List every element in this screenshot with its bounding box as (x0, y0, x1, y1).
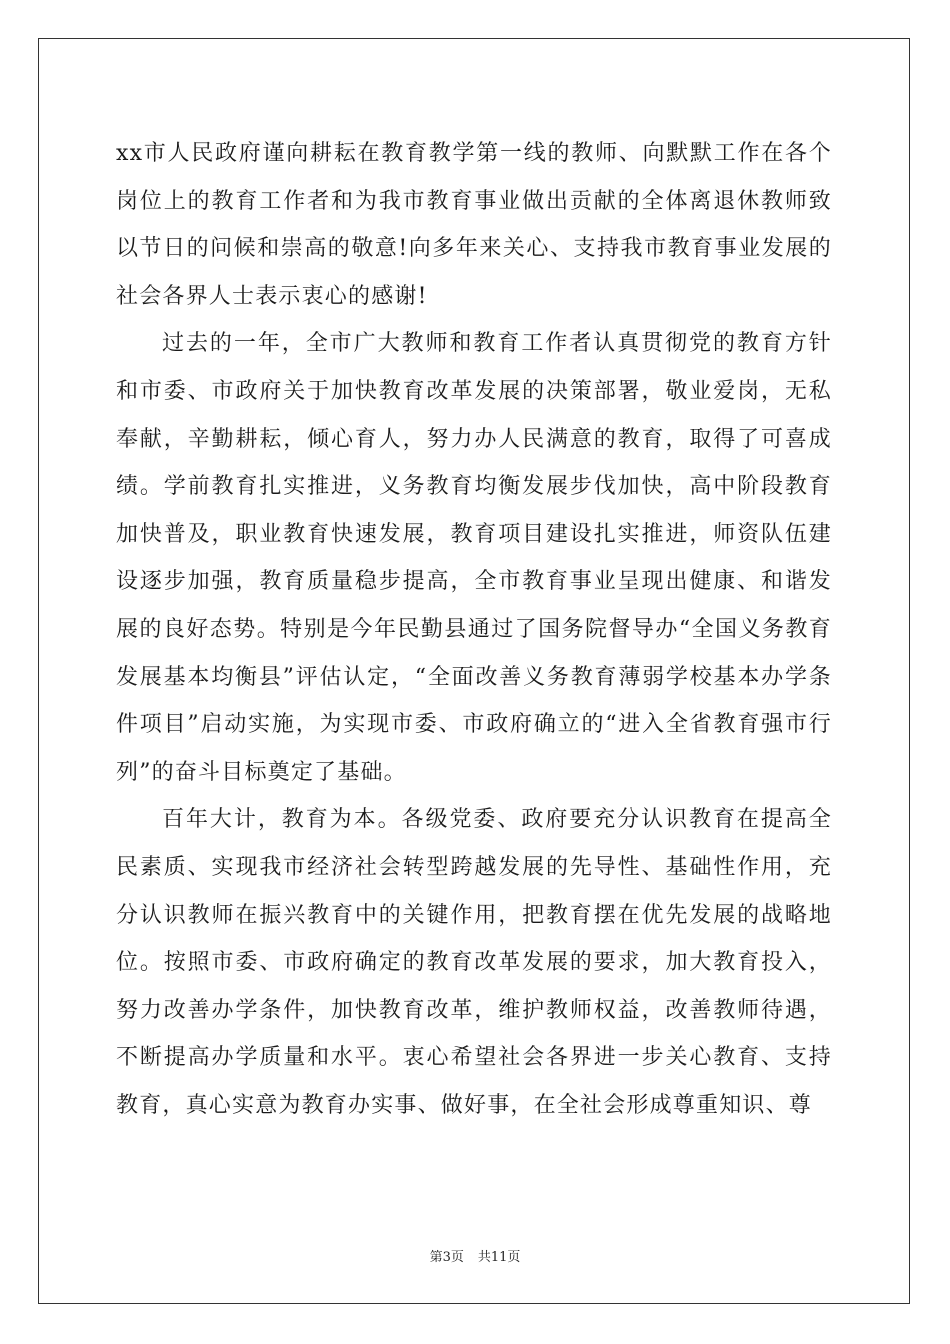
page-number: 第3页 (429, 1250, 464, 1265)
paragraph-3: 百年大计，教育为本。各级党委、政府要充分认识教育在提高全民素质、实现我市经济社会转型跨越发展的先导性、基础性作用，充分认识教师在振兴教育中的关键作用，把教育摆在优先发展的战略地位。按照市委、市政府确定的教育改革发展的要求，加大教育投入，努力改善办学条件，加快教育改革，维护教师权益，改善教师待遇，不断提高办学质量和水平。衷心希望社会各界进一步关心教育、支持教育，真心实意为教育办实事、做好事，在全社会形成尊重知识、尊 (116, 807, 832, 1118)
document-body (116, 130, 832, 1129)
page-footer (0, 1246, 950, 1265)
paragraph-2: 过去的一年，全市广大教师和教育工作者认真贯彻党的教育方针和市委、市政府关于加快教育改革发展的决策部署，敬业爱岗，无私奉献，辛勤耕耘，倾心育人，努力办人民满意的教育，取得了可喜成绩。学前教育扎实推进，义务教育均衡发展步伐加快，高中阶段教育加快普及，职业教育快速发展，教育项目建设扎实推进，师资队伍建设逐步加强，教育质量稳步提高，全市教育事业呈现出健康、和谐发展的良好态势。特别是今年民勤县通过了国务院督导办“全国义务教育发展基本均衡县”评估认定，“全面改善义务教育薄弱学校基本办学条件项目”启动实施，为实现市委、市政府确立的“进入全省教育强市行列”的奋斗目标奠定了基础。 (116, 331, 832, 785)
page-total: 共11页 (477, 1250, 521, 1265)
paragraph-1: xx市人民政府谨向耕耘在教育教学第一线的教师、向默默工作在各个岗位上的教育工作者和为我市教育事业做出贡献的全体离退休教师致以节日的问候和崇高的敬意!向多年来关心、支持我市教育事业发展的社会各界人士表示衷心的感谢! (116, 141, 832, 309)
